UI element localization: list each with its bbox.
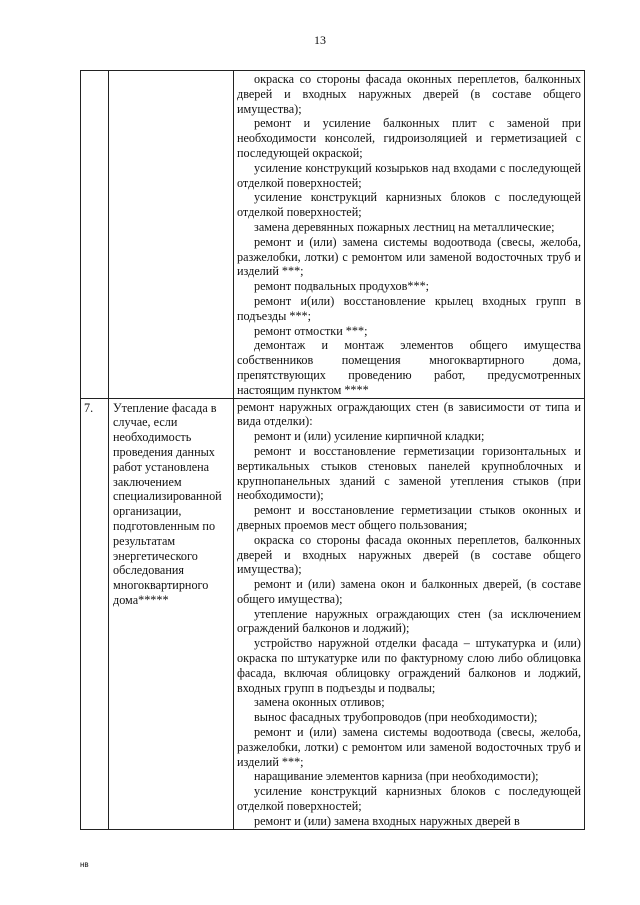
work-type-cell — [109, 71, 234, 399]
footer-mark: нв — [80, 860, 89, 869]
row-number-cell — [81, 71, 109, 399]
work-item: ремонт и (или) усиление кирпичной кладки; — [254, 429, 485, 444]
work-item: ремонт и восстановление герметизации горизонтальных и вертикальных стыков стеновых панелей крупноблочных и крупнопанельных зданий с заменой утепления стыков (при необходимости); — [237, 443, 581, 503]
work-item: усиление конструкций карнизных блоков с последующей отделкой поверхностей; — [237, 784, 581, 814]
work-item: ремонт и (или) замена системы водоотвода (свесы, желоба, разжелобки, лотки) с ремонтом или заменой водосточных труб и изделий ***; — [237, 725, 581, 769]
work-item: усиление конструкций козырьков над входами с последующей отделкой поверхностей; — [237, 160, 581, 190]
table-row — [81, 398, 585, 829]
work-item: устройство наружной отделки фасада – штукатурка и (или) окраска по штукатурке или по фактурному слою либо облицовка фасада, включая облицовку ограждений балконов и лоджий, входных групп в подъезды и подвалы; — [237, 636, 581, 695]
page-number: 13 — [314, 33, 326, 47]
works-table — [80, 70, 585, 830]
work-item: ремонт и (или) замена системы водоотвода (свесы, желоба, разжелобки, лотки) с ремонтом или заменой водосточных труб и изделий ***; — [237, 234, 581, 279]
work-item: ремонт отмостки ***; — [254, 323, 368, 338]
work-item: демонтаж и монтаж элементов общего имущества собственников помещения многоквартирного дома, препятствующих проведению работ, предусмотренных настоящим пунктом **** — [237, 338, 581, 397]
work-item: замена деревянных пожарных лестниц на металлические; — [254, 219, 555, 234]
table-row — [81, 71, 585, 399]
works-list-cell — [234, 398, 585, 829]
work-item: замена оконных отливов; — [254, 695, 385, 710]
work-item-lead: ремонт наружных ограждающих стен (в зависимости от типа и вида отделки): — [237, 399, 581, 429]
work-item: ремонт и (или) замена окон и балконных дверей, (в составе общего имущества); — [237, 577, 581, 606]
work-item: вынос фасадных трубопроводов (при необходимости); — [254, 710, 538, 725]
work-item: ремонт и (или) замена входных наружных дверей в — [254, 813, 520, 828]
works-list-cell — [234, 71, 585, 399]
work-item: окраска со стороны фасада оконных переплетов, балконных дверей и входных наружных дверей (в составе общего имущества); — [237, 532, 581, 577]
work-item: наращивание элементов карниза (при необходимости); — [254, 769, 539, 784]
work-item: утепление наружных ограждающих стен (за исключением ограждений балконов и лоджий); — [237, 606, 581, 636]
row-number-cell: 7. — [81, 398, 109, 829]
work-item: ремонт и усиление балконных плит с заменой при необходимости консолей, гидроизоляцией и герметизацией с последующей окраской; — [237, 116, 581, 160]
work-item: ремонт и восстановление герметизации стыков оконных и дверных проемов мест общего пользования; — [237, 503, 581, 532]
work-item: ремонт подвальных продухов***; — [254, 279, 430, 294]
work-item: окраска со стороны фасада оконных переплетов, балконных дверей и входных наружных дверей (в составе общего имущества); — [237, 72, 581, 116]
work-item: усиление конструкций карнизных блоков с последующей отделкой поверхностей; — [237, 190, 581, 220]
work-item: ремонт и(или) восстановление крылец входных групп в подъезды ***; — [237, 293, 581, 323]
work-type-cell: Утепление фасада в случае, если необходимость проведения данных работ установлена заключением специализированной организации, подготовленным по результатам энергетического обследования многоквартирного дома***** — [109, 398, 234, 829]
